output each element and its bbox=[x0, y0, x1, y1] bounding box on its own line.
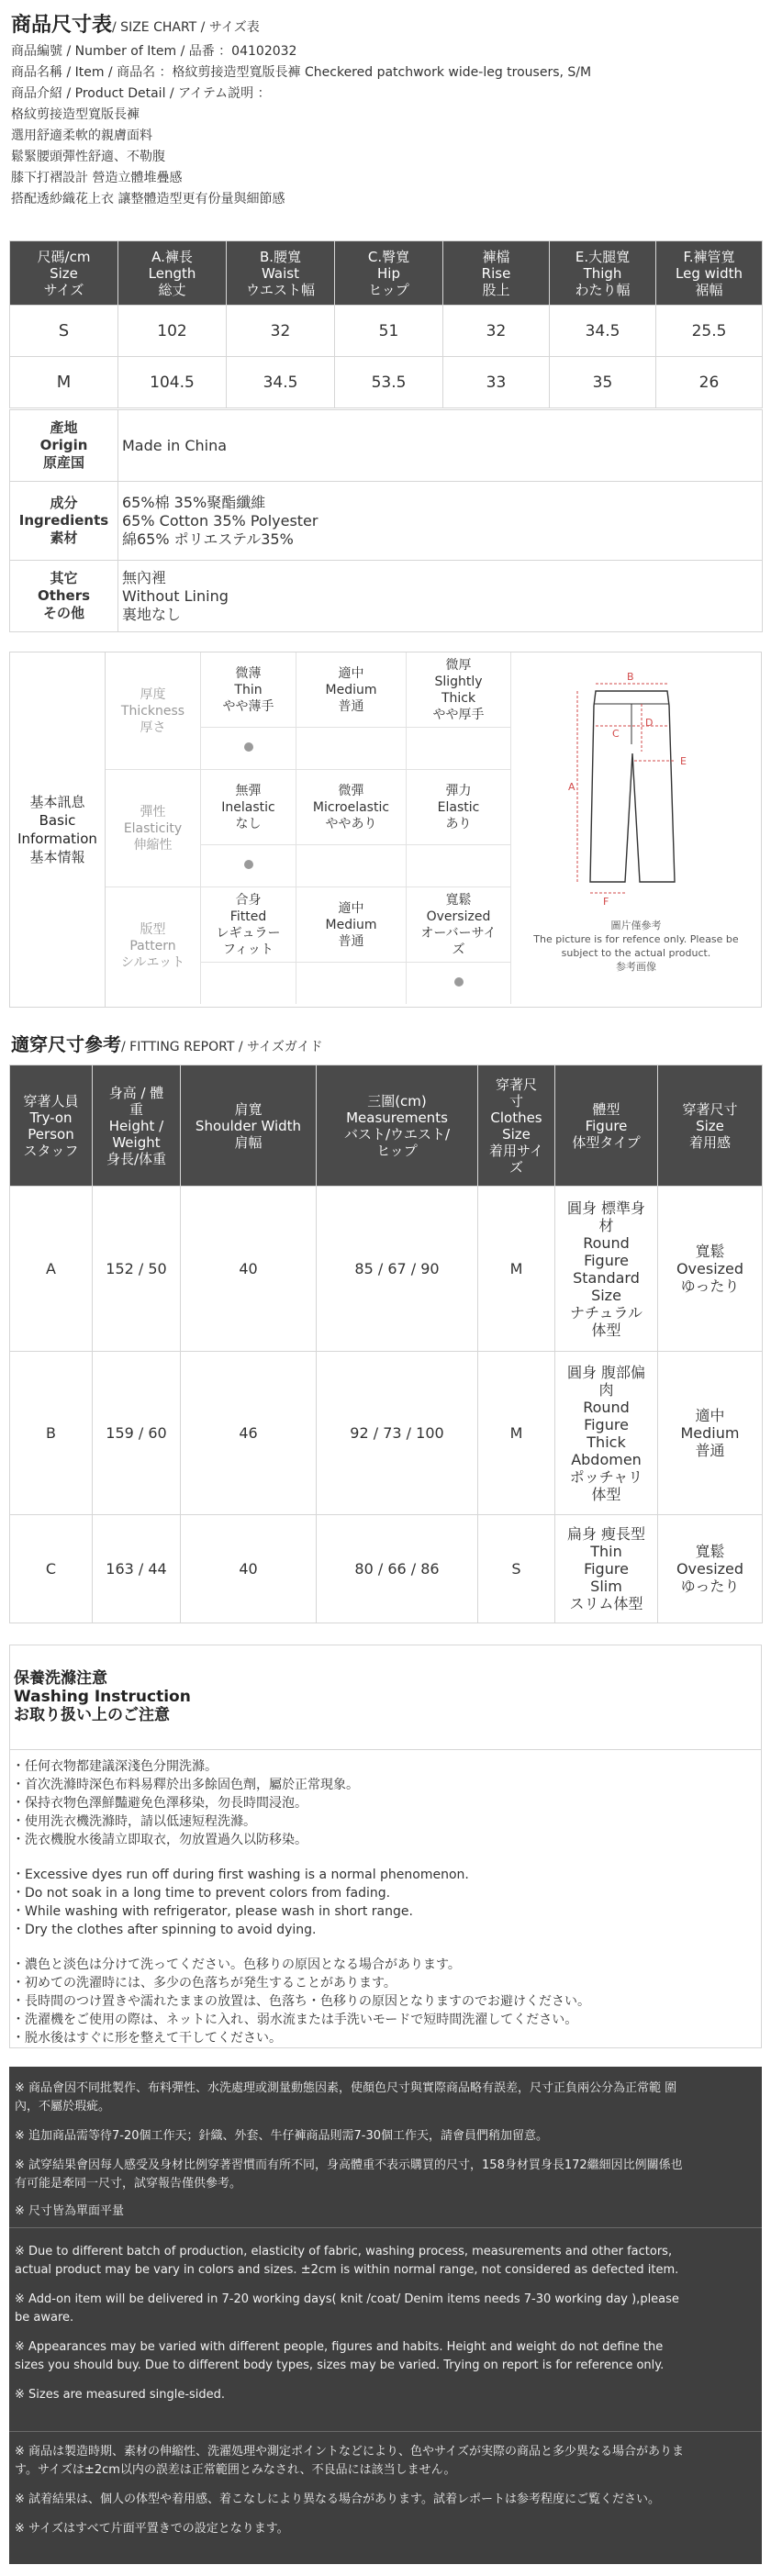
washing-instruction-title: 保養洗滌注意 Washing Instruction お取り扱い上のご注意 bbox=[10, 1645, 761, 1750]
note-line: 有可能是牽同一尺寸，試穿報告僅供參考。 bbox=[15, 2177, 242, 2191]
others-value: 無內裡 Without Lining 裏地なし bbox=[118, 561, 763, 632]
washing-line: ・Excessive dyes run off during first washing is a normal phenomenon. bbox=[12, 1868, 469, 1882]
fit-feel-col-header: 穿著尺寸 Size 着用感 bbox=[658, 1065, 763, 1187]
table-row bbox=[10, 306, 763, 357]
height-weight-col-header: 身高 / 體 重 Height / Weight 身長/体重 bbox=[93, 1065, 181, 1187]
origin-header: 產地 Origin 原産国 bbox=[10, 410, 118, 482]
shoulder-cell: 40 bbox=[181, 1187, 317, 1352]
table-row bbox=[10, 1515, 763, 1623]
fitting-report-heading bbox=[11, 1030, 322, 1056]
table-row bbox=[10, 1352, 763, 1515]
washing-instruction-body bbox=[12, 1757, 757, 2047]
others-header: 其它 Others その他 bbox=[10, 561, 118, 632]
table-cell: 35 bbox=[550, 357, 656, 408]
rise-col-header: 褲檔 Rise 股上 bbox=[443, 241, 550, 306]
trousers-diagram bbox=[511, 652, 761, 1007]
washing-line: ・洗衣機脫水後請立即取衣，勿放置過久以防移染。 bbox=[12, 1833, 307, 1847]
trousers-diagram-icon bbox=[511, 652, 761, 919]
note-line: ※ 追加商品需等待7-20個工作天；針織、外套、牛仔褲商品則需7-30個工作天，請會員們稍加留意。 bbox=[15, 2129, 549, 2143]
note-line: ※ Add-on item will be delivered in 7-20 working days( knit /coat/ Denim items needs 7-30 working day ),please bbox=[15, 2292, 679, 2306]
elasticity-option-elastic: 彈力 Elastic あり bbox=[407, 770, 511, 887]
table-cell: 104.5 bbox=[118, 357, 227, 408]
product-info-line: 膝下打褶設計 營造立體堆疊感 bbox=[11, 171, 183, 185]
product-info bbox=[11, 41, 760, 210]
label-a: A bbox=[568, 781, 575, 793]
note-line: ※ Due to different batch of production, elasticity of fabric, washing process, measurements and other factors, bbox=[15, 2245, 673, 2258]
pattern-label: 版型 Pattern シルエット bbox=[106, 887, 201, 1004]
elasticity-option-microelastic: 微彈 Microelastic ややあり bbox=[296, 770, 407, 887]
selected-dot bbox=[244, 742, 253, 752]
washing-instruction-panel bbox=[9, 1645, 762, 2048]
height-weight-cell: 152 / 50 bbox=[93, 1187, 181, 1352]
size-col-header: 尺碼/cm Size サイズ bbox=[10, 241, 118, 306]
shoulder-cell: 46 bbox=[181, 1352, 317, 1515]
thickness-option-thin: 微薄 Thin やや薄手 bbox=[201, 652, 296, 769]
washing-line: ・使用洗衣機洗滌時，請以低速短程洗滌。 bbox=[12, 1814, 256, 1829]
thickness-option-medium: 適中 Medium 普通 bbox=[296, 652, 407, 769]
others-row bbox=[10, 561, 763, 632]
ingredients-header: 成分 Ingredients 素材 bbox=[10, 482, 118, 561]
thickness-row bbox=[106, 652, 511, 770]
product-info-line: 商品編號 / Number of Item / 品番 ：04102032 bbox=[11, 44, 297, 59]
fit-feel-cell: 寬鬆 Ovesized ゆったり bbox=[658, 1515, 763, 1623]
fit-feel-cell: 適中 Medium 普通 bbox=[658, 1352, 763, 1515]
label-b: B bbox=[627, 671, 634, 683]
fitting-report-title: 適穿尺寸參考 bbox=[11, 1033, 121, 1055]
thigh-col-header: E.大腿寬 Thigh わたり幅 bbox=[550, 241, 656, 306]
pattern-option-fitted: 合身 Fitted レギュラー フィット bbox=[201, 887, 296, 1004]
size-table bbox=[9, 240, 763, 408]
fit-feel-cell: 寬鬆 Ovesized ゆったり bbox=[658, 1187, 763, 1352]
product-info-line: 商品介紹 / Product Detail / アイテム説明 ： bbox=[11, 86, 271, 101]
size-chart-heading bbox=[11, 9, 760, 38]
size-table-header-row bbox=[10, 241, 763, 306]
thickness-option-thick: 微厚 Slightly Thick やや厚手 bbox=[407, 652, 511, 769]
clothes-size-cell: M bbox=[478, 1352, 555, 1515]
size-label: M bbox=[10, 357, 118, 408]
ingredients-row bbox=[10, 482, 763, 561]
selected-dot bbox=[454, 977, 464, 987]
table-cell: 25.5 bbox=[656, 306, 763, 357]
note-line: ※ 試着結果は、個人の体型や着用感、着こなしにより異なる場合があります。試着レポートは参考程度にご覧ください。 bbox=[15, 2492, 660, 2506]
notes-zh bbox=[9, 2067, 762, 2228]
shoulder-col-header: 肩寬 Shoulder Width 肩幅 bbox=[181, 1065, 317, 1187]
table-cell: 53.5 bbox=[335, 357, 443, 408]
note-line: す。サイズは±2cm以内の誤差は正常範囲とみなされ、不良品には該当しません。 bbox=[15, 2463, 456, 2477]
clothes-size-col-header: 穿著尺 寸 Clothes Size 着用サイ ズ bbox=[478, 1065, 555, 1187]
table-cell: 34.5 bbox=[227, 357, 335, 408]
size-chart-title: 商品尺寸表 bbox=[11, 14, 113, 37]
note-line: 內，不屬於瑕疵。 bbox=[15, 2100, 111, 2113]
notes-ja bbox=[9, 2432, 762, 2564]
washing-line: ・脱水後はすぐに形を整えて干してください。 bbox=[12, 2031, 282, 2046]
pattern-option-oversized: 寬鬆 Oversized オーバーサイ ズ bbox=[407, 887, 511, 1004]
fitting-report-table bbox=[9, 1065, 763, 1623]
pattern-row bbox=[106, 887, 511, 1007]
shoulder-cell: 40 bbox=[181, 1515, 317, 1623]
figure-cell: 扁身 瘦長型 Thin Figure Slim スリム体型 bbox=[555, 1515, 658, 1623]
clothes-size-cell: M bbox=[478, 1187, 555, 1352]
fitting-header-row bbox=[10, 1065, 763, 1187]
size-label: S bbox=[10, 306, 118, 357]
notes-panel bbox=[9, 2067, 762, 2564]
table-cell: 102 bbox=[118, 306, 227, 357]
note-line: ※ 尺寸皆為單面平量 bbox=[15, 2204, 125, 2218]
height-weight-cell: 159 / 60 bbox=[93, 1352, 181, 1515]
table-cell: 32 bbox=[227, 306, 335, 357]
figure-cell: 圓身 腹部偏 肉 Round Figure Thick Abdomen ポッチャリ 体型 bbox=[555, 1352, 658, 1515]
note-line: ※ サイズはすべて片面平置きでの設定となります。 bbox=[15, 2522, 289, 2536]
measurements-cell: 80 / 66 / 86 bbox=[317, 1515, 478, 1623]
origin-value: Made in China bbox=[118, 410, 763, 482]
fitting-report-subtitle: / FITTING REPORT / サイズガイド bbox=[121, 1040, 323, 1054]
label-e: E bbox=[680, 755, 687, 767]
washing-line: ・首次洗滌時深色布料易釋於出多餘固色劑，屬於正常現象。 bbox=[12, 1778, 359, 1792]
label-c: C bbox=[612, 728, 620, 740]
note-line: actual product may be vary in colors and sizes. ±2cm is within normal range, not considered as defected item. bbox=[15, 2263, 679, 2277]
hip-col-header: C.臀寬 Hip ヒップ bbox=[335, 241, 443, 306]
person-col-header: 穿著人員 Try-on Person スタッフ bbox=[10, 1065, 93, 1187]
note-line: ※ 商品會因不同批製作、布料彈性、水洗處理或測量動態因素，使顏色尺寸與實際商品略有誤差，尺寸正負兩公分為正常範 圍 bbox=[15, 2081, 677, 2095]
washing-line: ・Do not soak in a long time to prevent colors from fading. bbox=[12, 1886, 391, 1901]
product-info-line: 搭配透紗織花上衣 讓整體造型更有份量與細節感 bbox=[11, 192, 285, 206]
pattern-option-medium: 適中 Medium 普通 bbox=[296, 887, 407, 1004]
size-chart-subtitle: / SIZE CHART / サイズ表 bbox=[112, 20, 260, 35]
diagram-caption: 圖片僅參考 The picture is for refence only. Please be subject to the actual product. 参考画像 bbox=[533, 920, 739, 973]
measurements-col-header: 三圍(cm) Measurements バスト/ウエスト/ ヒップ bbox=[317, 1065, 478, 1187]
length-col-header: A.褲長 Length 総丈 bbox=[118, 241, 227, 306]
figure-cell: 圓身 標準身 材 Round Figure Standard Size ナチュラル 体型 bbox=[555, 1187, 658, 1352]
notes-en bbox=[9, 2228, 762, 2432]
selected-dot bbox=[244, 860, 253, 869]
washing-line: ・濃色と淡色は分けて洗ってください。色移りの原因となる場合があります。 bbox=[12, 1957, 461, 1972]
table-cell: 33 bbox=[443, 357, 550, 408]
washing-line: ・任何衣物都建議深淺色分開洗滌。 bbox=[12, 1759, 218, 1774]
measurements-cell: 92 / 73 / 100 bbox=[317, 1352, 478, 1515]
note-line: ※ 商品は製造時期、素材の伸縮性、洗濯処理や測定ポイントなどにより、色やサイズが実際の商品と多少異なる場合がありま bbox=[15, 2445, 684, 2459]
note-line: ※ Appearances may be varied with different people, figures and habits. Height and weight do not define the bbox=[15, 2340, 664, 2354]
washing-line: ・保持衣物色澤鮮豔避免色澤移染，勿長時間浸泡。 bbox=[12, 1796, 307, 1811]
product-info-line: 商品名稱 / Item / 商品名 ：格紋剪接造型寬版長褲 Checkered patchwork wide-leg trousers, S/M bbox=[11, 65, 592, 80]
table-cell: 32 bbox=[443, 306, 550, 357]
label-f: F bbox=[603, 896, 609, 908]
note-line: ※ 試穿結果會因每人感受及身材比例穿著習慣而有所不同，身高體重不表示購買的尺寸，158身材買身長172繼細因比例關係也 bbox=[15, 2158, 683, 2172]
basic-information-panel bbox=[9, 652, 762, 1008]
table-cell: 26 bbox=[656, 357, 763, 408]
person-cell: C bbox=[10, 1515, 93, 1623]
clothes-size-cell: S bbox=[478, 1515, 555, 1623]
washing-line: ・While washing with refrigerator, please wash in short range. bbox=[12, 1904, 413, 1919]
table-row bbox=[10, 1187, 763, 1352]
table-row bbox=[10, 357, 763, 408]
product-info-line: 鬆緊腰頭彈性舒適、不勒腹 bbox=[11, 150, 165, 164]
waist-col-header: B.腰寬 Waist ウエスト幅 bbox=[227, 241, 335, 306]
origin-row bbox=[10, 410, 763, 482]
figure-col-header: 體型 Figure 体型タイプ bbox=[555, 1065, 658, 1187]
ingredients-value: 65%棉 35%聚酯纖維 65% Cotton 35% Polyester 綿65% ポリエステル35% bbox=[118, 482, 763, 561]
label-d: D bbox=[645, 717, 654, 729]
table-cell: 51 bbox=[335, 306, 443, 357]
elasticity-row bbox=[106, 770, 511, 887]
person-cell: B bbox=[10, 1352, 93, 1515]
height-weight-cell: 163 / 44 bbox=[93, 1515, 181, 1623]
note-line: sizes you should buy. Due to different body types, sizes may be varied. Trying on report is for reference only. bbox=[15, 2359, 665, 2372]
measurements-cell: 85 / 67 / 90 bbox=[317, 1187, 478, 1352]
material-table bbox=[9, 409, 763, 632]
elasticity-label: 彈性 Elasticity 伸縮性 bbox=[106, 770, 201, 887]
product-header bbox=[11, 9, 760, 210]
washing-line: ・洗濯機をご使用の際は、ネットに入れ、弱水流または手洗いモードで短時間洗濯してください。 bbox=[12, 2013, 578, 2027]
thickness-label: 厚度 Thickness 厚さ bbox=[106, 652, 201, 769]
product-info-line: 格紋剪接造型寬版長褲 bbox=[11, 107, 140, 122]
washing-line: ・初めての洗濯時には、多少の色落ちが発生することがあります。 bbox=[12, 1976, 397, 1991]
attribute-grid bbox=[106, 652, 511, 1007]
basic-information-title: 基本訊息 Basic Information 基本情報 bbox=[10, 652, 106, 1007]
washing-line: ・Dry the clothes after spinning to avoid dying. bbox=[12, 1923, 317, 1937]
elasticity-option-inelastic: 無彈 Inelastic なし bbox=[201, 770, 296, 887]
note-line: be aware. bbox=[15, 2311, 74, 2325]
person-cell: A bbox=[10, 1187, 93, 1352]
product-info-line: 選用舒適柔軟的親膚面料 bbox=[11, 128, 152, 143]
washing-line: ・長時間のつけ置きや濡れたままの放置は、色落ち・色移りの原因となりますのでお避けください。 bbox=[12, 1994, 590, 2009]
leg-width-col-header: F.褲管寬 Leg width 裾幅 bbox=[656, 241, 763, 306]
note-line: ※ Sizes are measured single-sided. bbox=[15, 2388, 226, 2402]
table-cell: 34.5 bbox=[550, 306, 656, 357]
